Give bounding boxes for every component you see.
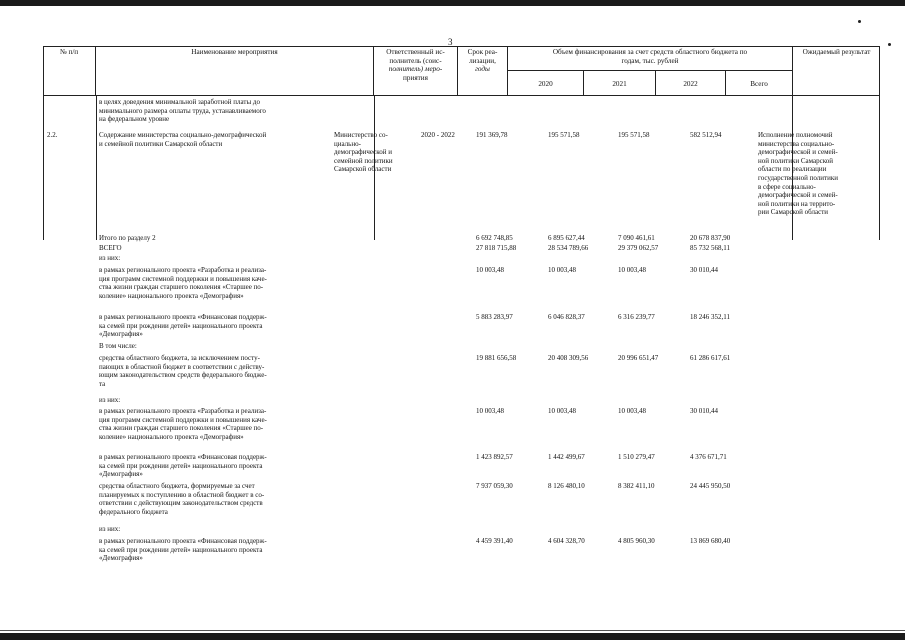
value-2021: 20 408 309,56 [548, 354, 589, 362]
value-total: 30 010,44 [690, 407, 718, 415]
value-2020: 7 937 059,30 [476, 482, 513, 490]
project-text: в рамках регионального проекта «Финансовая поддерж- ка семей при рождении детей» национального проекта «Демография» [99, 313, 267, 339]
value-total: 85 732 568,11 [690, 244, 730, 252]
value-2021: 8 126 480,10 [548, 482, 585, 490]
row-responsible: Министерство со- циально- демографической и семейной политики Самарской области [334, 131, 393, 174]
value-2022: 20 996 651,47 [618, 354, 659, 362]
header-col-result: Ожидаемый результат [802, 48, 871, 56]
value-2020: 4 459 391,40 [476, 537, 513, 545]
project-text: в рамках регионального проекта «Финансовая поддерж- ка семей при рождении детей» национального проекта «Демография» [99, 537, 267, 563]
value-total: 20 678 837,90 [690, 234, 731, 242]
value-total: 582 512,94 [690, 131, 722, 139]
header-year-2020: 2020 [508, 70, 584, 96]
project-text: в рамках регионального проекта «Финансовая поддерж- ка семей при рождении детей» национального проекта «Демография» [99, 453, 267, 479]
row-name: Содержание министерства социально-демографической и семейной политики Самарской области [99, 131, 267, 148]
scan-speck [888, 43, 891, 46]
value-total: 61 286 617,61 [690, 354, 731, 362]
value-2021: 1 442 499,67 [548, 453, 585, 461]
header-year-2022: 2022 [656, 70, 726, 96]
project-text: в рамках регионального проекта «Разработка и реализа- ция программ системной поддержки и повышения каче- ства жизни граждан старшего поколения «Старшее по- коление» национального проекта «Демография» [99, 407, 267, 441]
value-total: 24 445 950,50 [690, 482, 731, 490]
table-grid-line [43, 96, 44, 240]
value-2021: 28 534 789,66 [548, 244, 589, 252]
table-grid-line [879, 96, 880, 240]
header-col-responsible: Ответственный ис- полнитель (соис- полнитель) меро- приятия [374, 46, 458, 96]
row-number: 2.2. [47, 131, 58, 139]
value-2022: 29 379 062,57 [618, 244, 659, 252]
value-2021: 6 046 828,37 [548, 313, 585, 321]
sublabel: из них: [99, 525, 121, 533]
scan-speck [858, 20, 861, 23]
sublabel: из них: [99, 254, 121, 262]
value-2021: 4 604 328,70 [548, 537, 585, 545]
value-2021: 6 895 627,44 [548, 234, 585, 242]
header-year-total: Всего [726, 70, 793, 96]
budget-source-text: средства областного бюджета, формируемые за счет планируемых к поступлению в областной бюджет в со- ответствии с действующим законодательством средств федерального бюджета [99, 482, 265, 516]
value-2020: 10 003,48 [476, 407, 504, 415]
page-number: 3 [448, 37, 453, 47]
grand-total-label: ВСЕГО [99, 244, 122, 252]
row-expected-result: Исполнение полномочий министерства социально- демографической и семей- ной политики Самарской области по реализации государственной политики в сфере социально- демографической и семей- ной политики на террито- рии Самарской области [758, 131, 838, 217]
table-header-cells [43, 46, 880, 96]
table-grid-line [96, 96, 97, 240]
value-2021: 10 003,48 [548, 407, 576, 415]
section-total-label: Итого по разделу 2 [99, 234, 156, 242]
sublabel: В том числе: [99, 342, 137, 350]
value-2020: 19 881 656,58 [476, 354, 517, 362]
value-2020: 6 692 748,85 [476, 234, 513, 242]
header-col-number: № п/п [43, 46, 96, 96]
value-total: 13 869 680,40 [690, 537, 731, 545]
value-total: 4 376 671,71 [690, 453, 727, 461]
value-2020: 1 423 892,57 [476, 453, 513, 461]
project-text: в рамках регионального проекта «Разработка и реализа- ция программ системной поддержки и повышения каче- ства жизни граждан старшего поколения «Старшее по- коление» национального проекта «Демография» [99, 266, 267, 300]
value-2022: 1 510 279,47 [618, 453, 655, 461]
value-2022: 10 003,48 [618, 266, 646, 274]
value-2020: 191 369,78 [476, 131, 508, 139]
value-2022: 8 382 411,10 [618, 482, 655, 490]
value-2020: 27 818 715,88 [476, 244, 517, 252]
value-2022: 7 090 461,61 [618, 234, 655, 242]
budget-source-text: средства областного бюджета, за исключением посту- пающих в областной бюджет в соответствии с действу- ющим законодательством средств федерального бюдже- та [99, 354, 267, 388]
scan-top-edge [0, 0, 905, 6]
value-2022: 10 003,48 [618, 407, 646, 415]
sublabel: из них: [99, 396, 121, 404]
header-year-2021: 2021 [584, 70, 656, 96]
value-2022: 195 571,58 [618, 131, 650, 139]
header-col-volume: Объем финансирования за счет средств областного бюджета по годам, тыс. рублей [508, 46, 793, 96]
value-2021: 195 571,58 [548, 131, 580, 139]
value-total: 18 246 352,11 [690, 313, 730, 321]
value-2021: 10 003,48 [548, 266, 576, 274]
value-2022: 6 316 239,77 [618, 313, 655, 321]
value-2020: 5 883 283,97 [476, 313, 513, 321]
value-2020: 10 003,48 [476, 266, 504, 274]
scan-bottom-line [0, 630, 905, 631]
row-period: 2020 - 2022 [421, 131, 455, 139]
scan-bottom-edge [0, 633, 905, 640]
value-2022: 4 805 960,30 [618, 537, 655, 545]
header-col-period: Срок реа- лизации, годы [458, 46, 508, 96]
intro-text: в целях доведения минимальной заработной платы до минимального размера оплаты труда, устанавливаемого на федеральном уровне [99, 98, 266, 124]
header-col-name: Наименование мероприятия [96, 46, 374, 96]
value-total: 30 010,44 [690, 266, 718, 274]
